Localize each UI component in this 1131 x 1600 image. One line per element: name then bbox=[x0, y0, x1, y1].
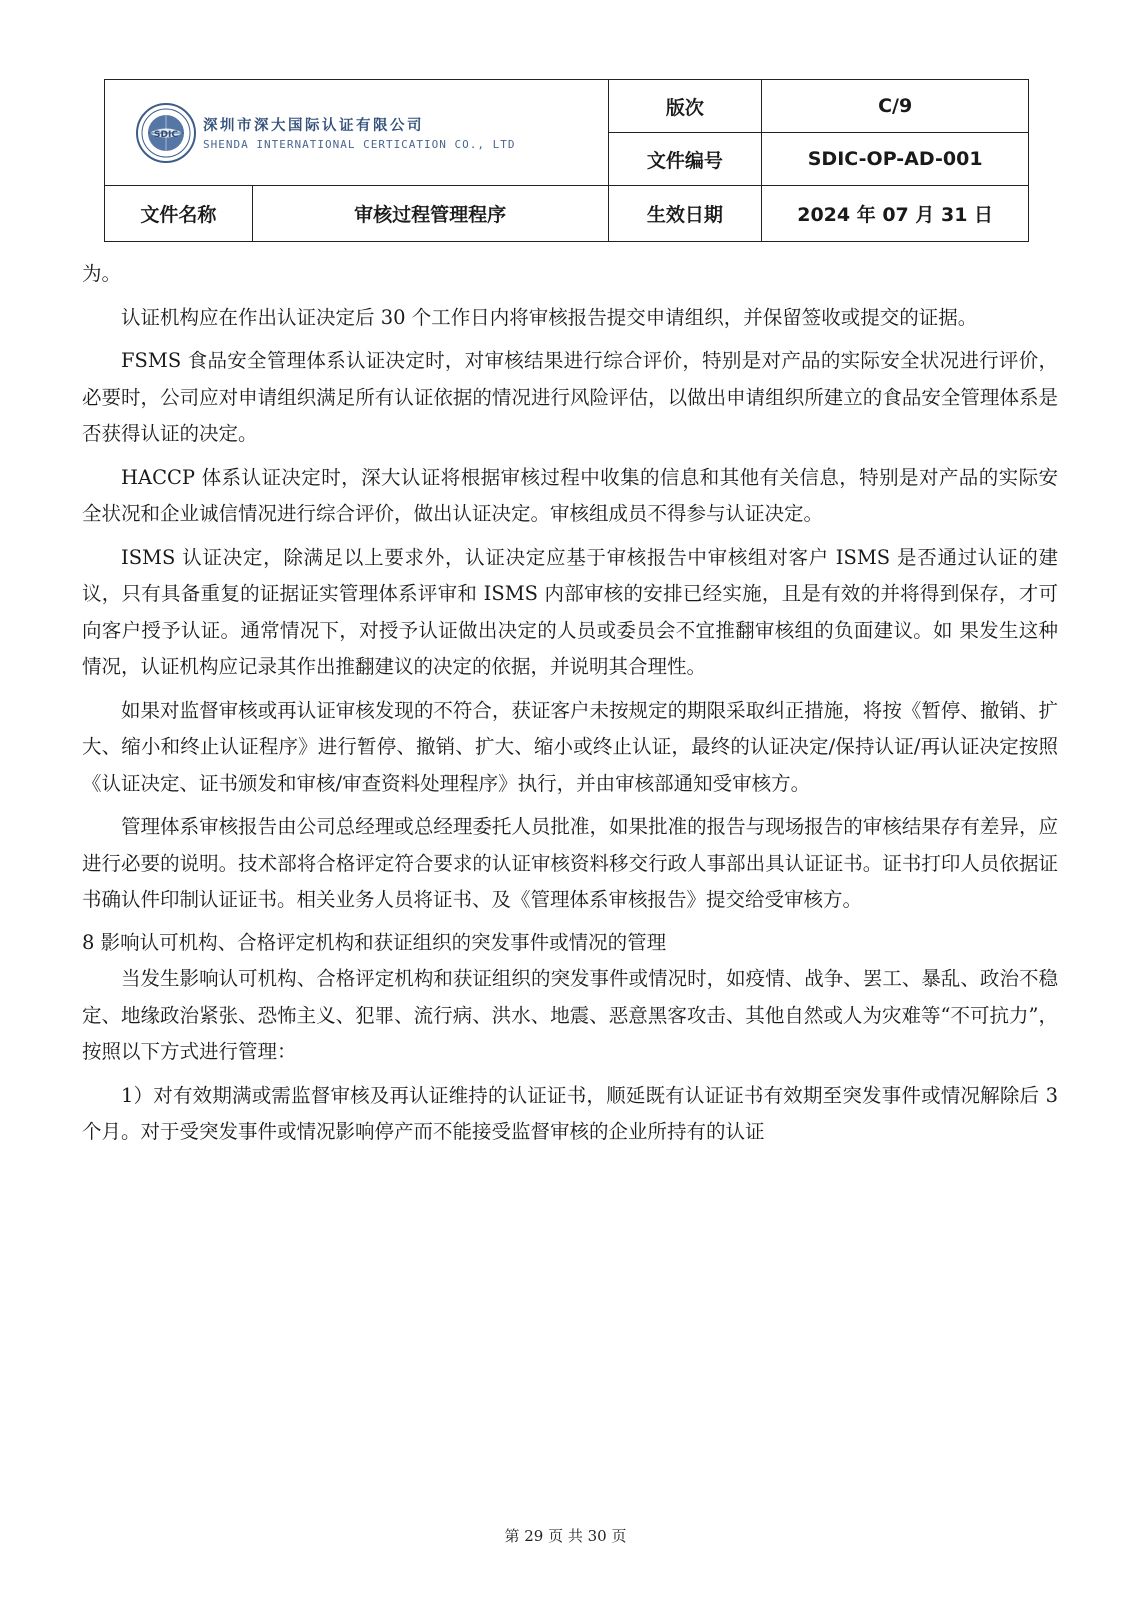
section-heading-8: 8 影响认可机构、合格评定机构和获证组织的突发事件或情况的管理 bbox=[82, 930, 667, 954]
document-body bbox=[82, 256, 1058, 1151]
paragraph-force-majeure: 当发生影响认可机构、合格评定机构和获证组织的突发事件或情况时，如疫情、战争、罢工、暴乱、政治不稳定、地缘政治紧张、恐怖主义、犯罪、流行病、洪水、地震、恶意黑客攻击、其他自然或人为灾难等“不可抗力”，按照以下方式进行管理： bbox=[82, 967, 1058, 1063]
company-name-cn: 深圳市深大国际认证有限公司 bbox=[203, 118, 424, 134]
paragraph-report-submission: 认证机构应在作出认证决定后 30 个工作日内将审核报告提交申请组织，并保留签收或提交的证据。 bbox=[121, 305, 978, 329]
effective-date-label: 生效日期 bbox=[608, 186, 762, 242]
version-label: 版次 bbox=[608, 80, 762, 133]
paragraph-report-approval: 管理体系审核报告由公司总经理或总经理委托人员批准，如果批准的报告与现场报告的审核结果存有差异，应进行必要的说明。技术部将合格评定符合要求的认证审核资料移交行政人事部出具认证证书。证书打印人员依据证书确认件印制认证证书。相关业务人员将证书、及《管理体系审核报告》提交给受审核方。 bbox=[82, 815, 1058, 911]
paragraph-continuation: 为。 bbox=[82, 262, 122, 285]
doc-number-label: 文件编号 bbox=[608, 133, 762, 186]
paragraph-haccp: HACCP 体系认证决定时，深大认证将根据审核过程中收集的信息和其他有关信息，特别是对产品的实际安全状况和企业诚信情况进行综合评价，做出认证决定。审核组成员不得参与认证决定。 bbox=[82, 465, 1058, 525]
company-logo bbox=[135, 102, 197, 164]
paragraph-fsms: FSMS 食品安全管理体系认证决定时，对审核结果进行综合评价，特别是对产品的实际安全状况进行评价，必要时，公司应对申请组织满足所有认证依据的情况进行风险评估，以做出申请组织所建立的食品安全管理体系是否获得认证的决定。 bbox=[82, 349, 1058, 445]
document-header-table bbox=[104, 79, 1029, 242]
doc-name-label: 文件名称 bbox=[105, 186, 253, 242]
paragraph-item-1: 1）对有效期满或需监督审核及再认证维持的认证证书，顺延既有认证证书有效期至突发事件或情况解除后 3 个月。对于受突发事件或情况影响停产而不能接受监督审核的企业所持有的认证 bbox=[82, 1083, 1058, 1143]
logo-abbr: SDIC bbox=[154, 129, 178, 140]
paragraph-nonconformity: 如果对监督审核或再认证审核发现的不符合，获证客户未按规定的期限采取纠正措施，将按《暂停、撤销、扩大、缩小和终止认证程序》进行暂停、撤销、扩大、缩小或终止认证，最终的认证决定/保持认证/再认证决定按照《认证决定、证书颁发和审核/审查资料处理程序》执行，并由审核部通知受审核方。 bbox=[82, 698, 1058, 795]
paragraph-isms: ISMS 认证决定，除满足以上要求外，认证决定应基于审核报告中审核组对客户 ISMS 是否通过认证的建议，只有具备重复的证据证实管理体系评审和 ISMS 内部审核的安排已经实施，且是有效的并将得到保存，才可向客户授予认证。通常情况下，对授予认证做出决定的人员或委员会不宜推翻审核组的负面建议。如 果发生这种情况，认证机构应记录其作出推翻建议的决定的依据，并说明其合理性。 bbox=[82, 545, 1058, 678]
version-value: C/9 bbox=[762, 80, 1029, 133]
effective-date-value: 2024 年 07 月 31 日 bbox=[762, 186, 1029, 242]
doc-number-value: SDIC-OP-AD-001 bbox=[762, 133, 1029, 186]
company-logo-cell bbox=[105, 80, 609, 186]
company-name-en: SHENDA INTERNATIONAL CERTICATION CO., LTD bbox=[203, 138, 516, 151]
page-number: 第 29 页 共 30 页 bbox=[504, 1527, 627, 1545]
doc-name-value: 审核过程管理程序 bbox=[252, 186, 608, 242]
